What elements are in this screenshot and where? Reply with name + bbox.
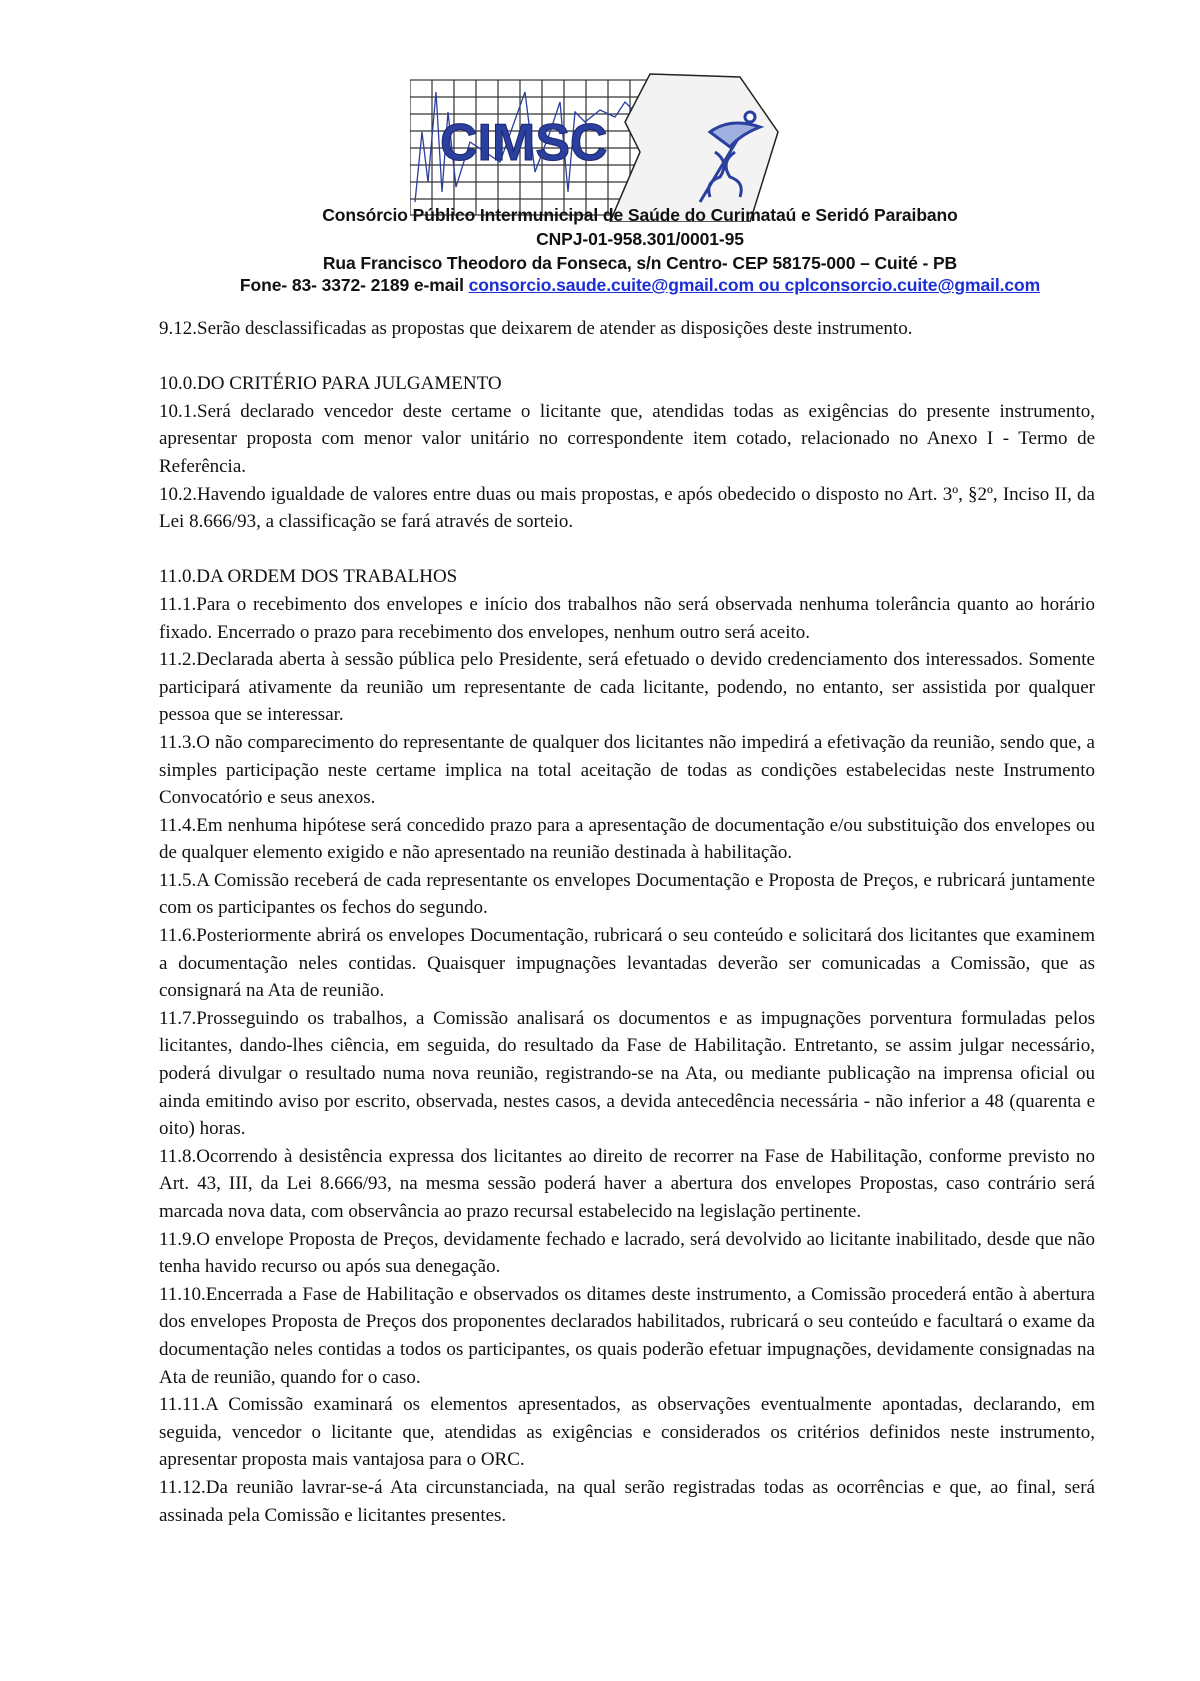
clause-11-4: 11.4.Em nenhuma hipótese será concedido prazo para a apresentação de documentação e/ou substituição dos envelopes ou de qualquer elemento exigido e não apresentado na reunião destinada à habilitação. — [159, 814, 1095, 864]
phone-label: Fone- 83- 3372- 2189 e-mail — [239, 275, 469, 295]
cimsc-logo — [410, 72, 780, 222]
clause-11-12: 11.12.Da reunião lavrar-se-á Ata circunstanciada, na qual serão registradas todas as ocorrências e que, ao final, será assinada pela Comissão e licitantes presentes. — [159, 1476, 1095, 1526]
address: Rua Francisco Theodoro da Fonseca, s/n Centro- CEP 58175-000 – Cuité - PB — [322, 253, 958, 273]
clause-11-8: 11.8.Ocorrendo à desistência expressa dos licitantes ao direito de recorrer na Fase de Habilitação, conforme previsto no Art. 43, III, da Lei 8.666/93, na mesma sessão poderá haver a abertura dos envelopes Propostas, caso contrário será marcada nova data, com observância ao prazo recursal estabelecido na legislação pertinente. — [159, 1145, 1095, 1222]
clause-11-1: 11.1.Para o recebimento dos envelopes e início dos trabalhos não será observada nenhuma tolerância quanto ao horário fixado. Encerrado o prazo para recebimento dos envelopes, nenhum outro será aceito. — [159, 593, 1095, 643]
section-heading-11: 11.0.DA ORDEM DOS TRABALHOS — [159, 566, 458, 588]
clause-11-9: 11.9.O envelope Proposta de Preços, devidamente fechado e lacrado, será devolvido ao licitante inabilitado, desde que não tenha havido recurso ou após sua denegação. — [159, 1228, 1095, 1278]
cnpj: CNPJ-01-958.301/0001-95 — [536, 229, 744, 249]
document-body — [159, 315, 1095, 1529]
logo-text: CIMSC — [440, 114, 608, 172]
org-name: Consórcio Público Intermunicipal de Saúde do Curimataú e Seridó Paraibano — [322, 205, 958, 225]
clause-11-5: 11.5.A Comissão receberá de cada representante os envelopes Documentação e Proposta de Preços, e rubricará juntamente com os participantes os fechos do segundo. — [159, 869, 1095, 919]
clause-10-1: 10.1.Será declarado vencedor deste certame o licitante que, atendidas todas as exigências do presente instrumento, apresentar proposta com menor valor unitário no correspondente item cotado, relacionado no Anexo I - Termo de Referência. — [159, 400, 1095, 477]
clause-11-6: 11.6.Posteriormente abrirá os envelopes Documentação, rubricará o seu conteúdo e solicitará dos licitantes que examinem a documentação neles contidas. Quaisquer impugnações levantadas deverão ser comunicadas a Comissão, que as consignará na Ata de reunião. — [159, 925, 1095, 1002]
clause-11-7: 11.7.Prosseguindo os trabalhos, a Comissão analisará os documentos e as impugnações porventura formuladas pelos licitantes, dando-lhes ciência, em seguida, do resultado da Fase de Habilitação. Entretanto, se assim julgar necessário, poderá divulgar o resultado numa nova reunião, registrando-se na Ata, ou mediante publicação na imprensa oficial ou ainda emitindo aviso por escrito, observada, nestes casos, a devida antecedência necessária - não inferior a 48 (quarenta e oito) horas. — [159, 1007, 1095, 1140]
email-link[interactable]: consorcio.saude.cuite@gmail.com ou cplconsorcio.cuite@gmail.com — [468, 275, 1041, 295]
clause-11-2: 11.2.Declarada aberta à sessão pública pelo Presidente, será efetuado o devido credenciamento dos interessados. Somente participará ativamente da reunião um representante de cada licitante, podendo, no entanto, ser assistida por qualquer pessoa que se interessar. — [159, 649, 1095, 726]
clause-11-3: 11.3.O não comparecimento do representante de qualquer dos licitantes não impedirá a efetivação da reunião, sendo que, a simples participação neste certame implica na total aceitação de todas as condições estabelecidas neste Instrumento Convocatório e seus anexos. — [159, 731, 1095, 809]
clause-9-12: 9.12.Serão desclassificadas as propostas que deixarem de atender as disposições deste instrumento. — [159, 318, 913, 339]
contact-line — [140, 273, 1140, 297]
clause-11-10: 11.10.Encerrada a Fase de Habilitação e observados os ditames deste instrumento, a Comissão procederá então à abertura dos envelopes Proposta de Preços dos proponentes declarados habilitados, rubricará o seu conteúdo e facultará o exame da documentação neles contidas a todos os participantes, os quais poderão efetuar impugnações, devidamente consignadas na Ata de reunião, quando for o caso. — [159, 1283, 1095, 1388]
section-heading-10: 10.0.DO CRITÉRIO PARA JULGAMENTO — [159, 373, 502, 395]
clause-11-11: 11.11.A Comissão examinará os elementos apresentados, as observações eventualmente apontadas, declarando, em seguida, vencedor o licitante que, atendidas as exigências e considerados os critérios definidos neste instrumento, apresentar proposta mais vantajosa para o ORC. — [159, 1394, 1095, 1471]
clause-10-2: 10.2.Havendo igualdade de valores entre duas ou mais propostas, e após obedecido o disposto no Art. 3º, §2º, Inciso II, da Lei 8.666/93, a classificação se fará através de sorteio. — [159, 483, 1095, 533]
